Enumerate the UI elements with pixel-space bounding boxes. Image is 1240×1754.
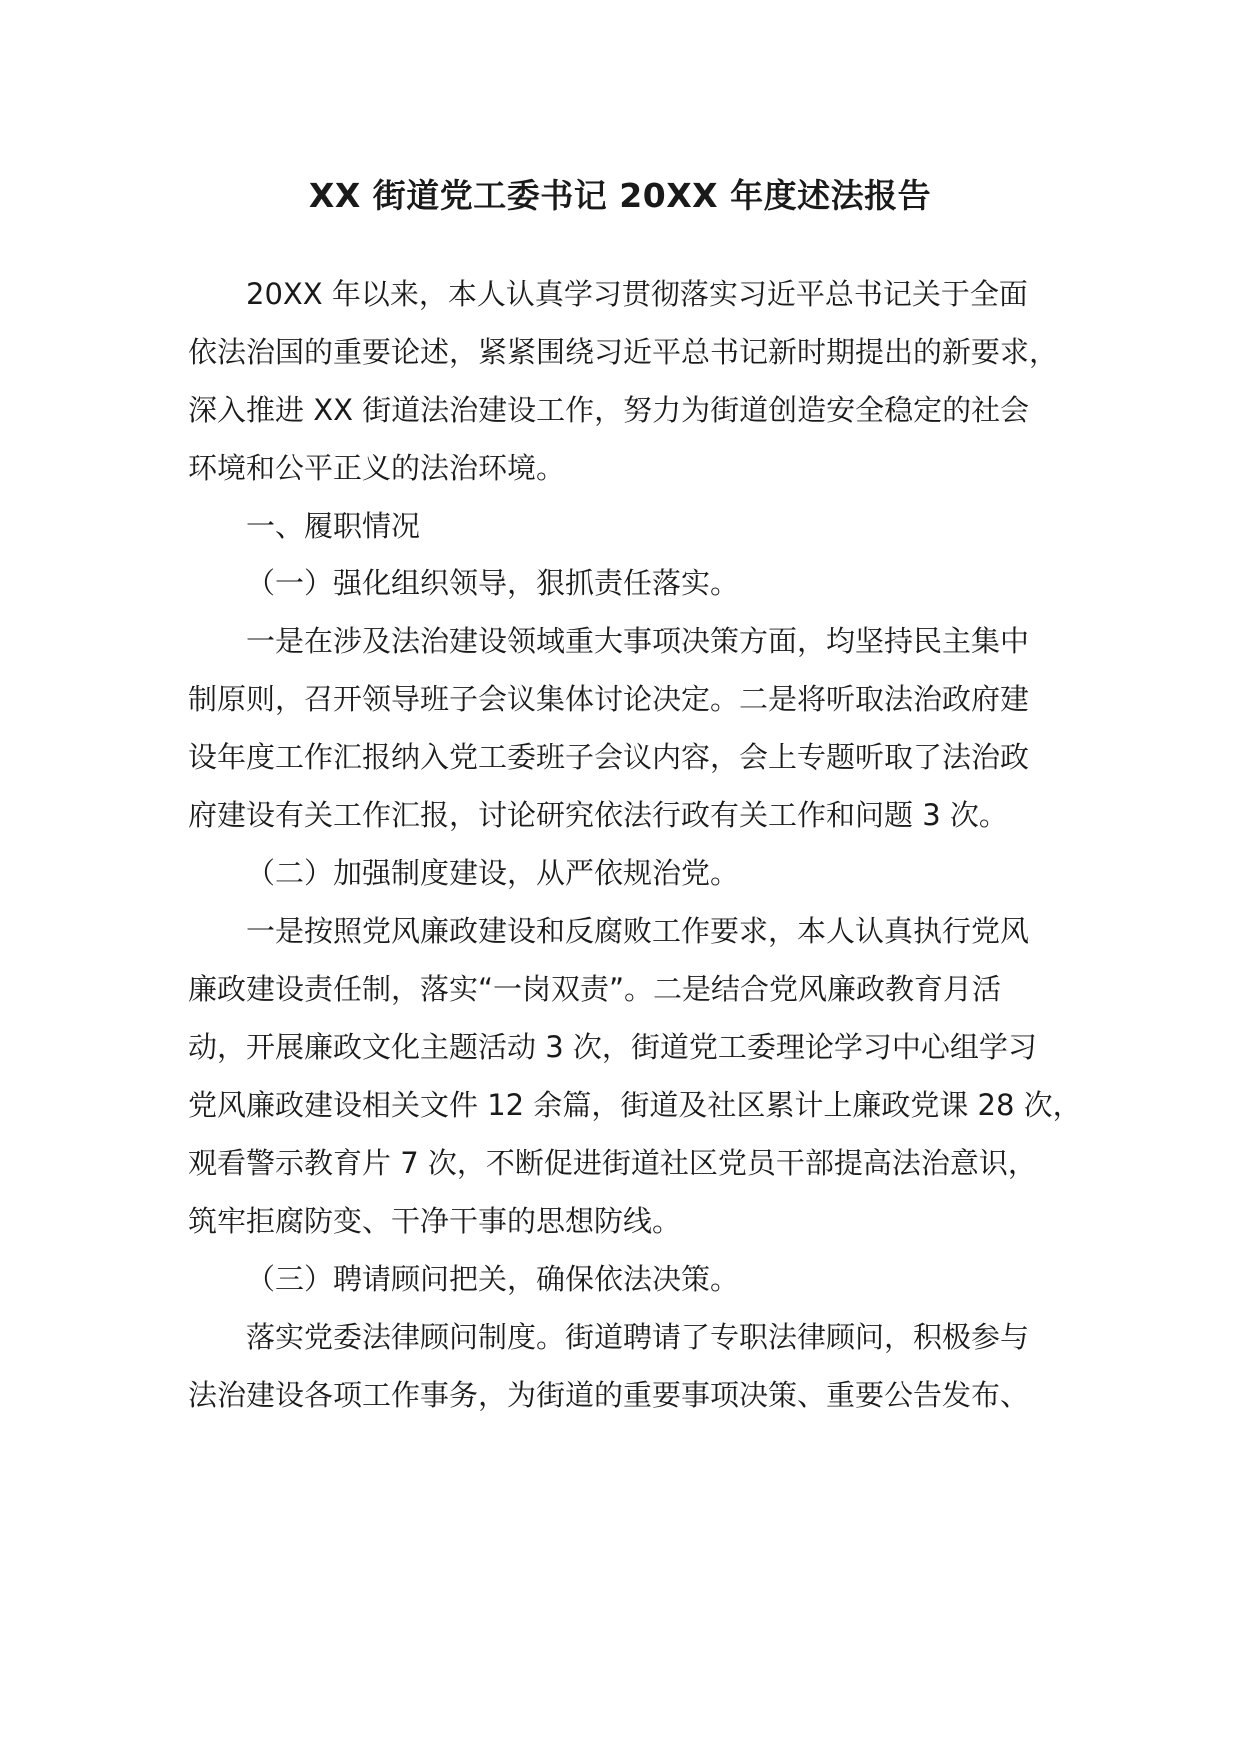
subsection-heading: （三）聘请顾问把关，确保依法决策。: [246, 1262, 740, 1296]
paragraph-line: 深入推进 XX 街道法治建设工作，努力为街道创造安全稳定的社会: [188, 393, 1030, 427]
paragraph-line: 筑牢拒腐防变、干净干事的思想防线。: [188, 1204, 682, 1238]
subsection-heading: （一）强化组织领导，狠抓责任落实。: [246, 566, 740, 600]
paragraph-line: 落实党委法律顾问制度。街道聘请了专职法律顾问，积极参与: [246, 1320, 1030, 1354]
paragraph-line: 依法治国的重要论述，紧紧围绕习近平总书记新时期提出的新要求，: [188, 335, 1059, 369]
paragraph-line: 观看警示教育片 7 次，不断促进街道社区党员干部提高法治意识，: [188, 1146, 1037, 1180]
paragraph-line: 制原则，召开领导班子会议集体讨论决定。二是将听取法治政府建: [188, 682, 1030, 716]
section-heading: 一、履职情况: [246, 509, 421, 543]
paragraph-line: 一是在涉及法治建设领域重大事项决策方面，均坚持民主集中: [246, 624, 1030, 658]
document-title: XX 街道党工委书记 20XX 年度述法报告: [308, 176, 932, 215]
paragraph-line: 党风廉政建设相关文件 12 余篇，街道及社区累计上廉政党课 28 次，: [188, 1088, 1082, 1122]
paragraph-line: 动，开展廉政文化主题活动 3 次，街道党工委理论学习中心组学习: [188, 1030, 1037, 1064]
paragraph-line: 20XX 年以来，本人认真学习贯彻落实习近平总书记关于全面: [246, 277, 1028, 311]
paragraph-line: 法治建设各项工作事务，为街道的重要事项决策、重要公告发布、: [188, 1378, 1030, 1412]
paragraph-line: 一是按照党风廉政建设和反腐败工作要求，本人认真执行党风: [246, 914, 1030, 948]
paragraph-line: 廉政建设责任制，落实“一岗双责”。二是结合党风廉政教育月活: [188, 972, 1002, 1006]
paragraph-line: 环境和公平正义的法治环境。: [188, 451, 566, 485]
paragraph-line: 府建设有关工作汇报，讨论研究依法行政有关工作和问题 3 次。: [188, 798, 1008, 832]
paragraph-line: 设年度工作汇报纳入党工委班子会议内容，会上专题听取了法治政: [188, 740, 1030, 774]
subsection-heading: （二）加强制度建设，从严依规治党。: [246, 856, 740, 890]
